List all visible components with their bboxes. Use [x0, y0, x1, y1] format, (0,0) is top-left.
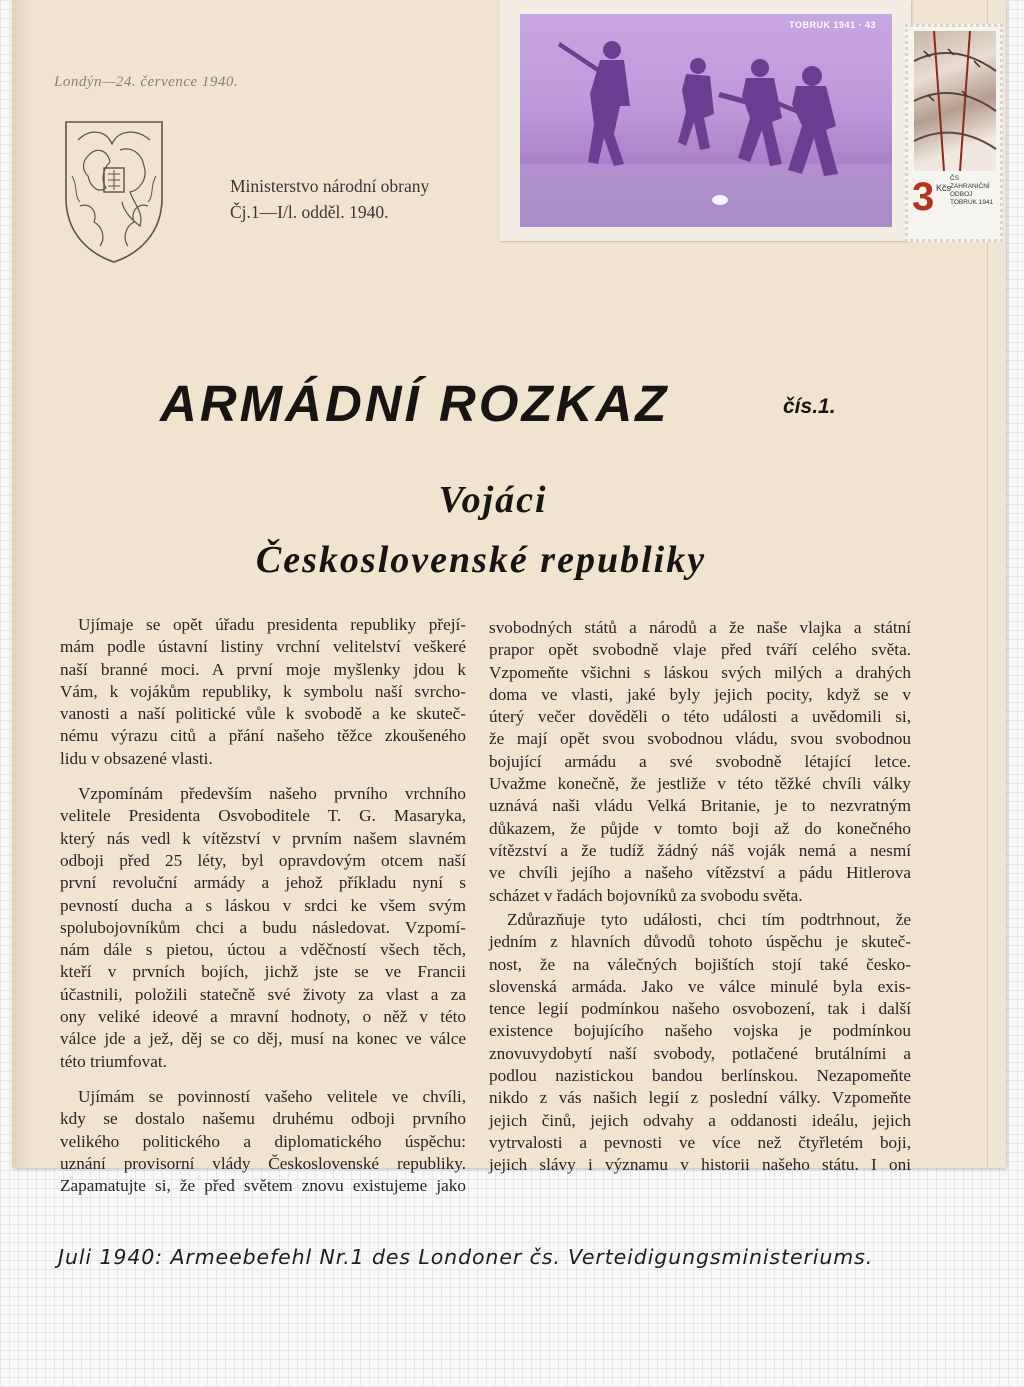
text-line: odboji před 25 léty, byl opravdovým otcem naší: [60, 850, 466, 870]
text-column-right-cont: [489, 909, 911, 1177]
text-line: podlou nazistickou bandou berlínskou. Nezapomeňte: [489, 1066, 911, 1086]
text-line: jejich slávy i významu v historii našeho státu. I oni: [489, 1155, 911, 1175]
text-line: kteří v prvních bojích, jichž jste se ve Francii: [60, 962, 466, 982]
soldiers-silhouette-icon: [520, 14, 892, 227]
subtitle-line1: Vojáci: [438, 479, 548, 521]
text-line: nému výrazu citů a přání našeho těžce zkoušeného: [60, 726, 466, 746]
text-line: úterý večer dověděli o této události a uvědomili si,: [489, 707, 911, 727]
text-line: kdy se dostalo našemu druhému odboji prvního: [60, 1109, 466, 1129]
ministry-name: Ministerstvo národní obrany: [230, 176, 430, 196]
text-line: spolubojovníkům chci a budu následovat. Vzpomí-: [60, 917, 466, 937]
text-line: Ujímám se povinností vašeho velitele ve chvíli,: [78, 1086, 466, 1106]
text-line: prapor opět svobodně vlaje před tváří celého světa.: [489, 640, 911, 660]
text-line: který nás vedl k vítězství v prvním našem slavném: [60, 828, 466, 848]
text-line: velikého politického a diplomatického úspěchu:: [60, 1131, 466, 1151]
place-date: Londýn—24. července 1940.: [54, 74, 239, 90]
stamp-inscription: [950, 175, 1000, 207]
text-line: že mají opět svou svobodnou vládu, svou svobodnou: [489, 729, 911, 749]
text-line: pevností ducha a s láskou v srdci ke všem svým: [60, 895, 466, 915]
text-line: velitele Presidenta Osvoboditele T. G. Masaryka,: [60, 806, 466, 826]
reference-number: Čj.1—I/l. odděl. 1940.: [230, 202, 389, 222]
text-line: Zdůrazňuje tyto události, chci tím podtrhnout, že: [507, 910, 911, 929]
text-line: naší branné moci. A první moje myšlenky jdou k: [60, 659, 466, 679]
text-line: uznává naši vládu Velká Britanie, je to nezvratným: [489, 796, 911, 816]
ministry-block: [230, 173, 429, 225]
text-line: scházet v řadách bojovníků za svobodu světa.: [489, 885, 803, 905]
album-caption: Juli 1940: Armeebefehl Nr.1 des Londoner čs. Verteidigungsministeriums.: [58, 1245, 874, 1269]
text-line: uznání provisorní vlády Československé republiky.: [60, 1153, 466, 1173]
text-line: Uvažme konečně, že jestliže v této těžké chvíli války: [489, 774, 911, 794]
text-line: Vám, k vojákům republiky, k symbolu naší svrcho-: [60, 681, 466, 701]
text-line: existence bojujícího našeho vojska je podmínkou: [489, 1021, 911, 1041]
barbed-wire-icon: [914, 31, 996, 171]
text-line: válce jde a jež, děj se co děj, musí na konec ve válce: [60, 1029, 466, 1049]
text-line: této triumfovat.: [60, 1051, 167, 1071]
paragraph: [60, 614, 466, 770]
text-line: znovuvydobytí naší svobody, potlačené brutálními a: [489, 1043, 911, 1063]
text-line: důkazem, že půjde v tomto boji až do konečného: [489, 818, 911, 838]
subtitle-line2: Československé republiky: [255, 539, 707, 581]
text-line: doma ve vlasti, jaké byly jejich pocity, když se v: [489, 684, 911, 704]
paragraph: [60, 1086, 466, 1197]
paragraph: [60, 783, 466, 1073]
stamp-text-line: ODBOJ: [950, 191, 973, 198]
text-column-left: [60, 614, 466, 1197]
stamp-text-line: ČS: [950, 175, 960, 182]
text-line: Zapamatujte si, že před světem znovu existujeme jako: [60, 1176, 466, 1196]
stamp-currency: Kčs: [936, 183, 952, 193]
text-line: nám dále s pietou, úctou a vděčností všech těch,: [60, 940, 466, 960]
text-line: mám podle ústavní listiny vrchní velitelství veškeré: [60, 637, 466, 657]
text-line: tence legií podmínkou našeho osvobození, tak i další: [489, 999, 911, 1019]
paper-fold-left: [12, 0, 32, 1168]
order-number: čís.1.: [783, 395, 836, 418]
photo-caption: TOBRUK 1941 · 43: [789, 20, 876, 30]
text-column-right: [489, 617, 911, 907]
text-line: slovenská armáda. Jako ve válce minulé byla exis-: [489, 976, 911, 996]
text-line: bojující armádu a své svobodně létající letce.: [489, 751, 911, 771]
text-line: Vzpomínám především našeho prvního vrchního: [78, 784, 466, 804]
stamp-value: 3: [912, 175, 935, 219]
text-line: vytrvalosti a pevnosti ve více než čtyřletém boji,: [489, 1132, 911, 1152]
text-line: jedním z hlavních důvodů tohoto úspěchu je skuteč-: [489, 932, 911, 952]
photo-card: [500, 0, 911, 241]
coat-of-arms-icon: [60, 116, 168, 266]
text-line: ony veliké ideové a mravní hodnoty, o něž v této: [60, 1007, 466, 1027]
order-title: ARMÁDNÍ ROZKAZ: [160, 375, 670, 432]
text-line: vanosti a naší politické vůle k svobodě a ke skuteč-: [60, 704, 466, 724]
stamp-text-line: TOBRUK 1941: [950, 199, 994, 206]
text-line: účastnili, položili statečně své životy za vlast a za: [60, 984, 466, 1004]
text-line: Ujímaje se opět úřadu presidenta republiky přejí-: [78, 615, 466, 634]
text-line: nikdo z vás našich legií z poslední války. Vzpomeňte: [489, 1088, 911, 1108]
postage-stamp: [905, 24, 1003, 242]
text-line: první revoluční armády a jehož příkladu nyní s: [60, 873, 466, 893]
stamp-text-line: ZAHRANIČNÍ: [950, 183, 990, 190]
text-line: nost, že na válečných bojištích stojí také česko-: [489, 954, 911, 974]
text-line: ve chvíli jejího a našeho vítězství a pádu Hitlerova: [489, 863, 911, 883]
soldiers-photo: [520, 14, 892, 227]
stamp-artwork: [914, 31, 996, 171]
text-line: vítězství a že tudíž žádný náš voják nemá a nesmí: [489, 840, 911, 860]
text-line: Vzpomeňte všichni s láskou svých milých a drahých: [489, 662, 911, 682]
text-line: lidu v obsazené vlasti.: [60, 748, 213, 768]
text-line: jejich činů, jejich odvahy a oddanosti ideálu, jejich: [489, 1110, 911, 1130]
text-line: svobodných států a národů a že naše vlajka a státní: [489, 618, 911, 637]
